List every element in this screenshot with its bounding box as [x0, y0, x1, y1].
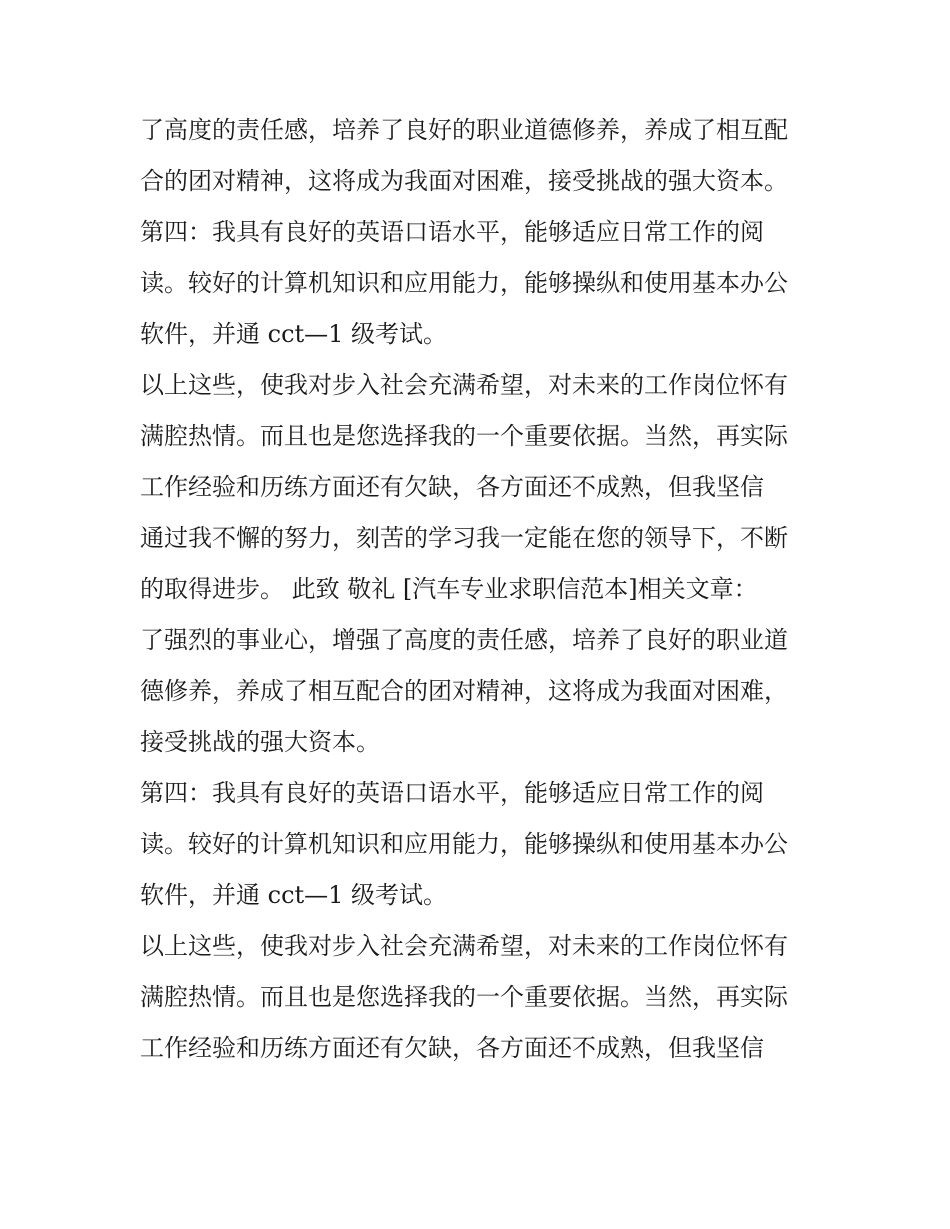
text-line: 通过我不懈的努力，刻苦的学习我一定能在您的领导下，不断	[140, 524, 788, 552]
text-line: 以上这些，使我对步入社会充满希望，对未来的工作岗位怀有	[140, 932, 788, 960]
text-line: 第四：我具有良好的英语口语水平，能够适应日常工作的阅	[140, 218, 764, 246]
text-line: 德修养，养成了相互配合的团对精神，这将成为我面对困难，	[140, 677, 788, 705]
text-line: 以上这些，使我对步入社会充满希望，对未来的工作岗位怀有	[140, 371, 788, 399]
text-line: 满腔热情。而且也是您选择我的一个重要依据。当然，再实际	[140, 983, 788, 1011]
text-line: 满腔热情。而且也是您选择我的一个重要依据。当然，再实际	[140, 422, 788, 450]
text-line: 的取得进步。 此致 敬礼 [汽车专业求职信范本]相关文章：	[140, 575, 758, 603]
body-text	[140, 105, 820, 1074]
text-line: 接受挑战的强大资本。	[140, 728, 380, 756]
text-line: 读。较好的计算机知识和应用能力，能够操纵和使用基本办公	[140, 830, 788, 858]
text-line: 了高度的责任感，培养了良好的职业道德修养，养成了相互配	[140, 116, 788, 144]
text-line: 读。较好的计算机知识和应用能力，能够操纵和使用基本办公	[140, 269, 788, 297]
text-line: 合的团对精神，这将成为我面对困难，接受挑战的强大资本。	[140, 167, 788, 195]
text-line: 软件，并通 cct—1 级考试。	[140, 881, 448, 909]
text-line: 了强烈的事业心，增强了高度的责任感，培养了良好的职业道	[140, 626, 788, 654]
text-line: 工作经验和历练方面还有欠缺，各方面还不成熟，但我坚信	[140, 473, 764, 501]
text-line: 工作经验和历练方面还有欠缺，各方面还不成熟，但我坚信	[140, 1034, 764, 1062]
text-line: 第四：我具有良好的英语口语水平，能够适应日常工作的阅	[140, 779, 764, 807]
text-line: 软件，并通 cct—1 级考试。	[140, 320, 448, 348]
